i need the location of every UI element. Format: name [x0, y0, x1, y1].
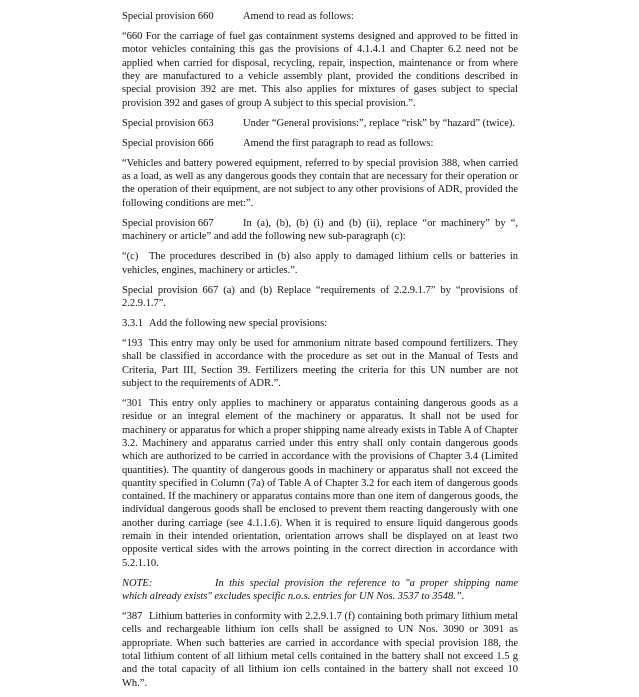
sp660-heading: Special provision 660 Amend to read as follows:: [122, 11, 354, 22]
sp666-text: “Vehicles and battery powered equipment, referred to by special provision 388, when carried as a load, as well as any dangerous goods they contain that are necessary for their operation or the operation of their equipment, are not subject to any other provisions of ADR, provided the following conditions are met:”.: [122, 157, 518, 209]
sp660-text: “660 For the carriage of fuel gas containment systems designed and approved to be fitted in motor vehicles containing this gas the provisions of 4.1.4.1 and Chapter 6.2 need not be applied when carried for disposal, recycling, repair, inspection, maintenance or from where they are manufactured to a vehicle assembly plant, provided the conditions described in special provision 392 are met. This also applies for mixtures of gases subject to special provision 392 and gases of group A subject to this special provision.”.: [122, 31, 518, 109]
note-paragraph: NOTE: In this special provision the reference to "a proper shipping name which already exists" excludes specific n.o.s. entries for UN Nos. 3537 to 3548.”.: [122, 577, 518, 603]
sp667-subparagraph-c: “(c) The procedures described in (b) also apply to damaged lithium cells or batteries in vehicles, engines, machinery or articles.”.: [122, 251, 518, 276]
sp301-text: “301 This entry only applies to machinery or apparatus containing dangerous goods as a residue or an integral element of the machinery or apparatus. It shall not be used for machinery or apparatus for which a proper shipping name already exists in Table A of Chapter 3.2. Machinery and apparatus carried under this entry shall only contain dangerous goods which are authorized to be carried in accordance with the provisions of Chapter 3.4 (Limited quantities). The quantity of dangerous goods in machinery or apparatus shall not exceed the quantity specified in Column (7a) of Table A of Chapter 3.2 for each item of dangerous goods contained. If the machinery or apparatus contains more than one item of dangerous goods, the individual dangerous goods shall be enclosed to prevent them reacting dangerously with one another during carriage (see 4.1.1.6). When it is required to ensure liquid dangerous goods remain in their intended orientation, orientation arrows shall be displayed on at least two opposite vertical sides with the arrows pointing in the correct direction in accordance with 5.2.1.10.: [122, 398, 518, 569]
sp387-text: “387 Lithium batteries in conformity with 2.2.9.1.7 (f) containing both primary lithium metal cells and rechargeable lithium ion cells shall be assigned to UN Nos. 3090 or 3091 as appropriate. When such batteries are carried in accordance with special provision 188, the total lithium content of all lithium metal cells contained in the battery shall not exceed 1.5 g and the total capacity of all lithium ion cells contained in the battery shall not exceed 10 Wh.”.: [122, 611, 518, 689]
section-3-3-1: 3.3.1 Add the following new special provisions:: [122, 318, 328, 330]
document-body: [122, 10, 518, 697]
sp666-heading: Special provision 666 Amend the first paragraph to read as follows:: [122, 137, 434, 149]
sp667-ab-paragraph: Special provision 667 (a) and (b) Replace “requirements of 2.2.9.1.7” by “provisions of 2.2.9.1.7”.: [122, 284, 518, 309]
sp193-text: “193 This entry may only be used for ammonium nitrate based compound fertilizers. They shall be classified in accordance with the procedure as set out in the Manual of Tests and Criteria, Part III, Section 39. Fertilizers meeting the criteria for this UN number are not subject to the requirements of ADR.”.: [122, 338, 518, 389]
sp663-paragraph: Special provision 663 Under “General provisions:”, replace “risk” by “hazard” (twice).: [122, 117, 515, 129]
sp667-paragraph: Special provision 667 In (a), (b), (b) (i) and (b) (ii), replace “or machinery” by “, machinery or article” and add the following new sub-paragraph (c):: [122, 217, 518, 243]
